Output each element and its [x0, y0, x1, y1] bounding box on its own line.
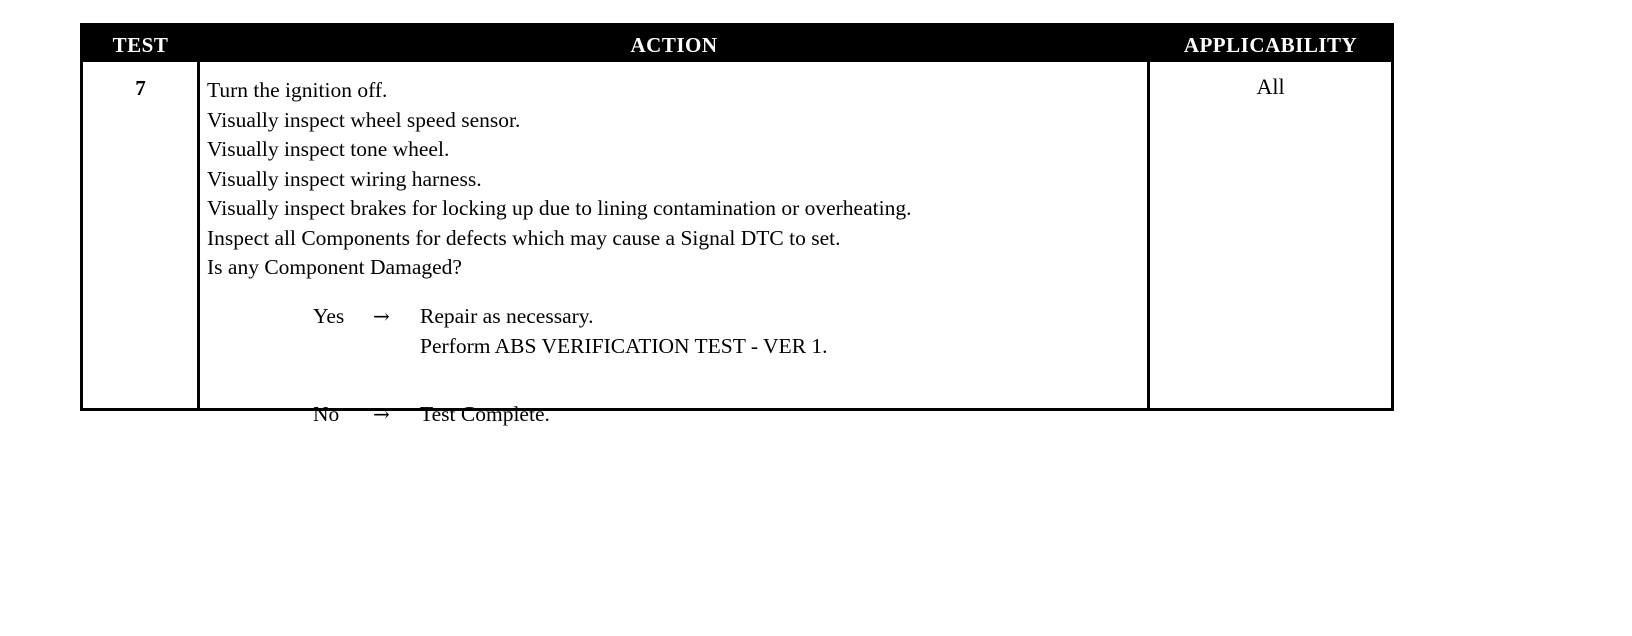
header-action: ACTION [630, 33, 718, 57]
column-divider [1147, 62, 1150, 408]
column-divider [197, 62, 200, 408]
applicability-value: All [1256, 74, 1285, 99]
outcome-yes-result: Perform ABS VERIFICATION TEST - VER 1. [420, 333, 828, 358]
outcome-yes-result: Repair as necessary. [420, 303, 594, 328]
action-line: Visually inspect wheel speed sensor. [207, 107, 521, 132]
right-arrow-icon: → [373, 401, 390, 426]
outcome-yes [207, 302, 1142, 332]
outcome-yes-continued [207, 332, 1142, 362]
action-line: Visually inspect brakes for locking up due to lining contamination or overheating. [207, 196, 912, 220]
action-cell [207, 76, 1142, 430]
table-header-row [83, 26, 1391, 62]
outcome-yes-label: Yes [313, 303, 345, 328]
action-line: Turn the ignition off. [207, 78, 388, 102]
outcome-no [207, 400, 1142, 430]
action-line: Visually inspect tone wheel. [207, 137, 450, 161]
header-test: TEST [112, 33, 169, 57]
outcome-no-result: Test Complete. [420, 401, 550, 426]
action-line: Inspect all Components for defects which may cause a Signal DTC to set. [207, 225, 841, 250]
action-line: Visually inspect wiring harness. [207, 166, 482, 191]
right-arrow-icon: → [373, 303, 390, 328]
test-number: 7 [135, 76, 146, 100]
action-question: Is any Component Damaged? [207, 255, 462, 279]
header-applicability: APPLICABILITY [1183, 33, 1358, 57]
diagnostic-test-table [80, 23, 1394, 426]
outcome-no-label: No [313, 401, 340, 426]
